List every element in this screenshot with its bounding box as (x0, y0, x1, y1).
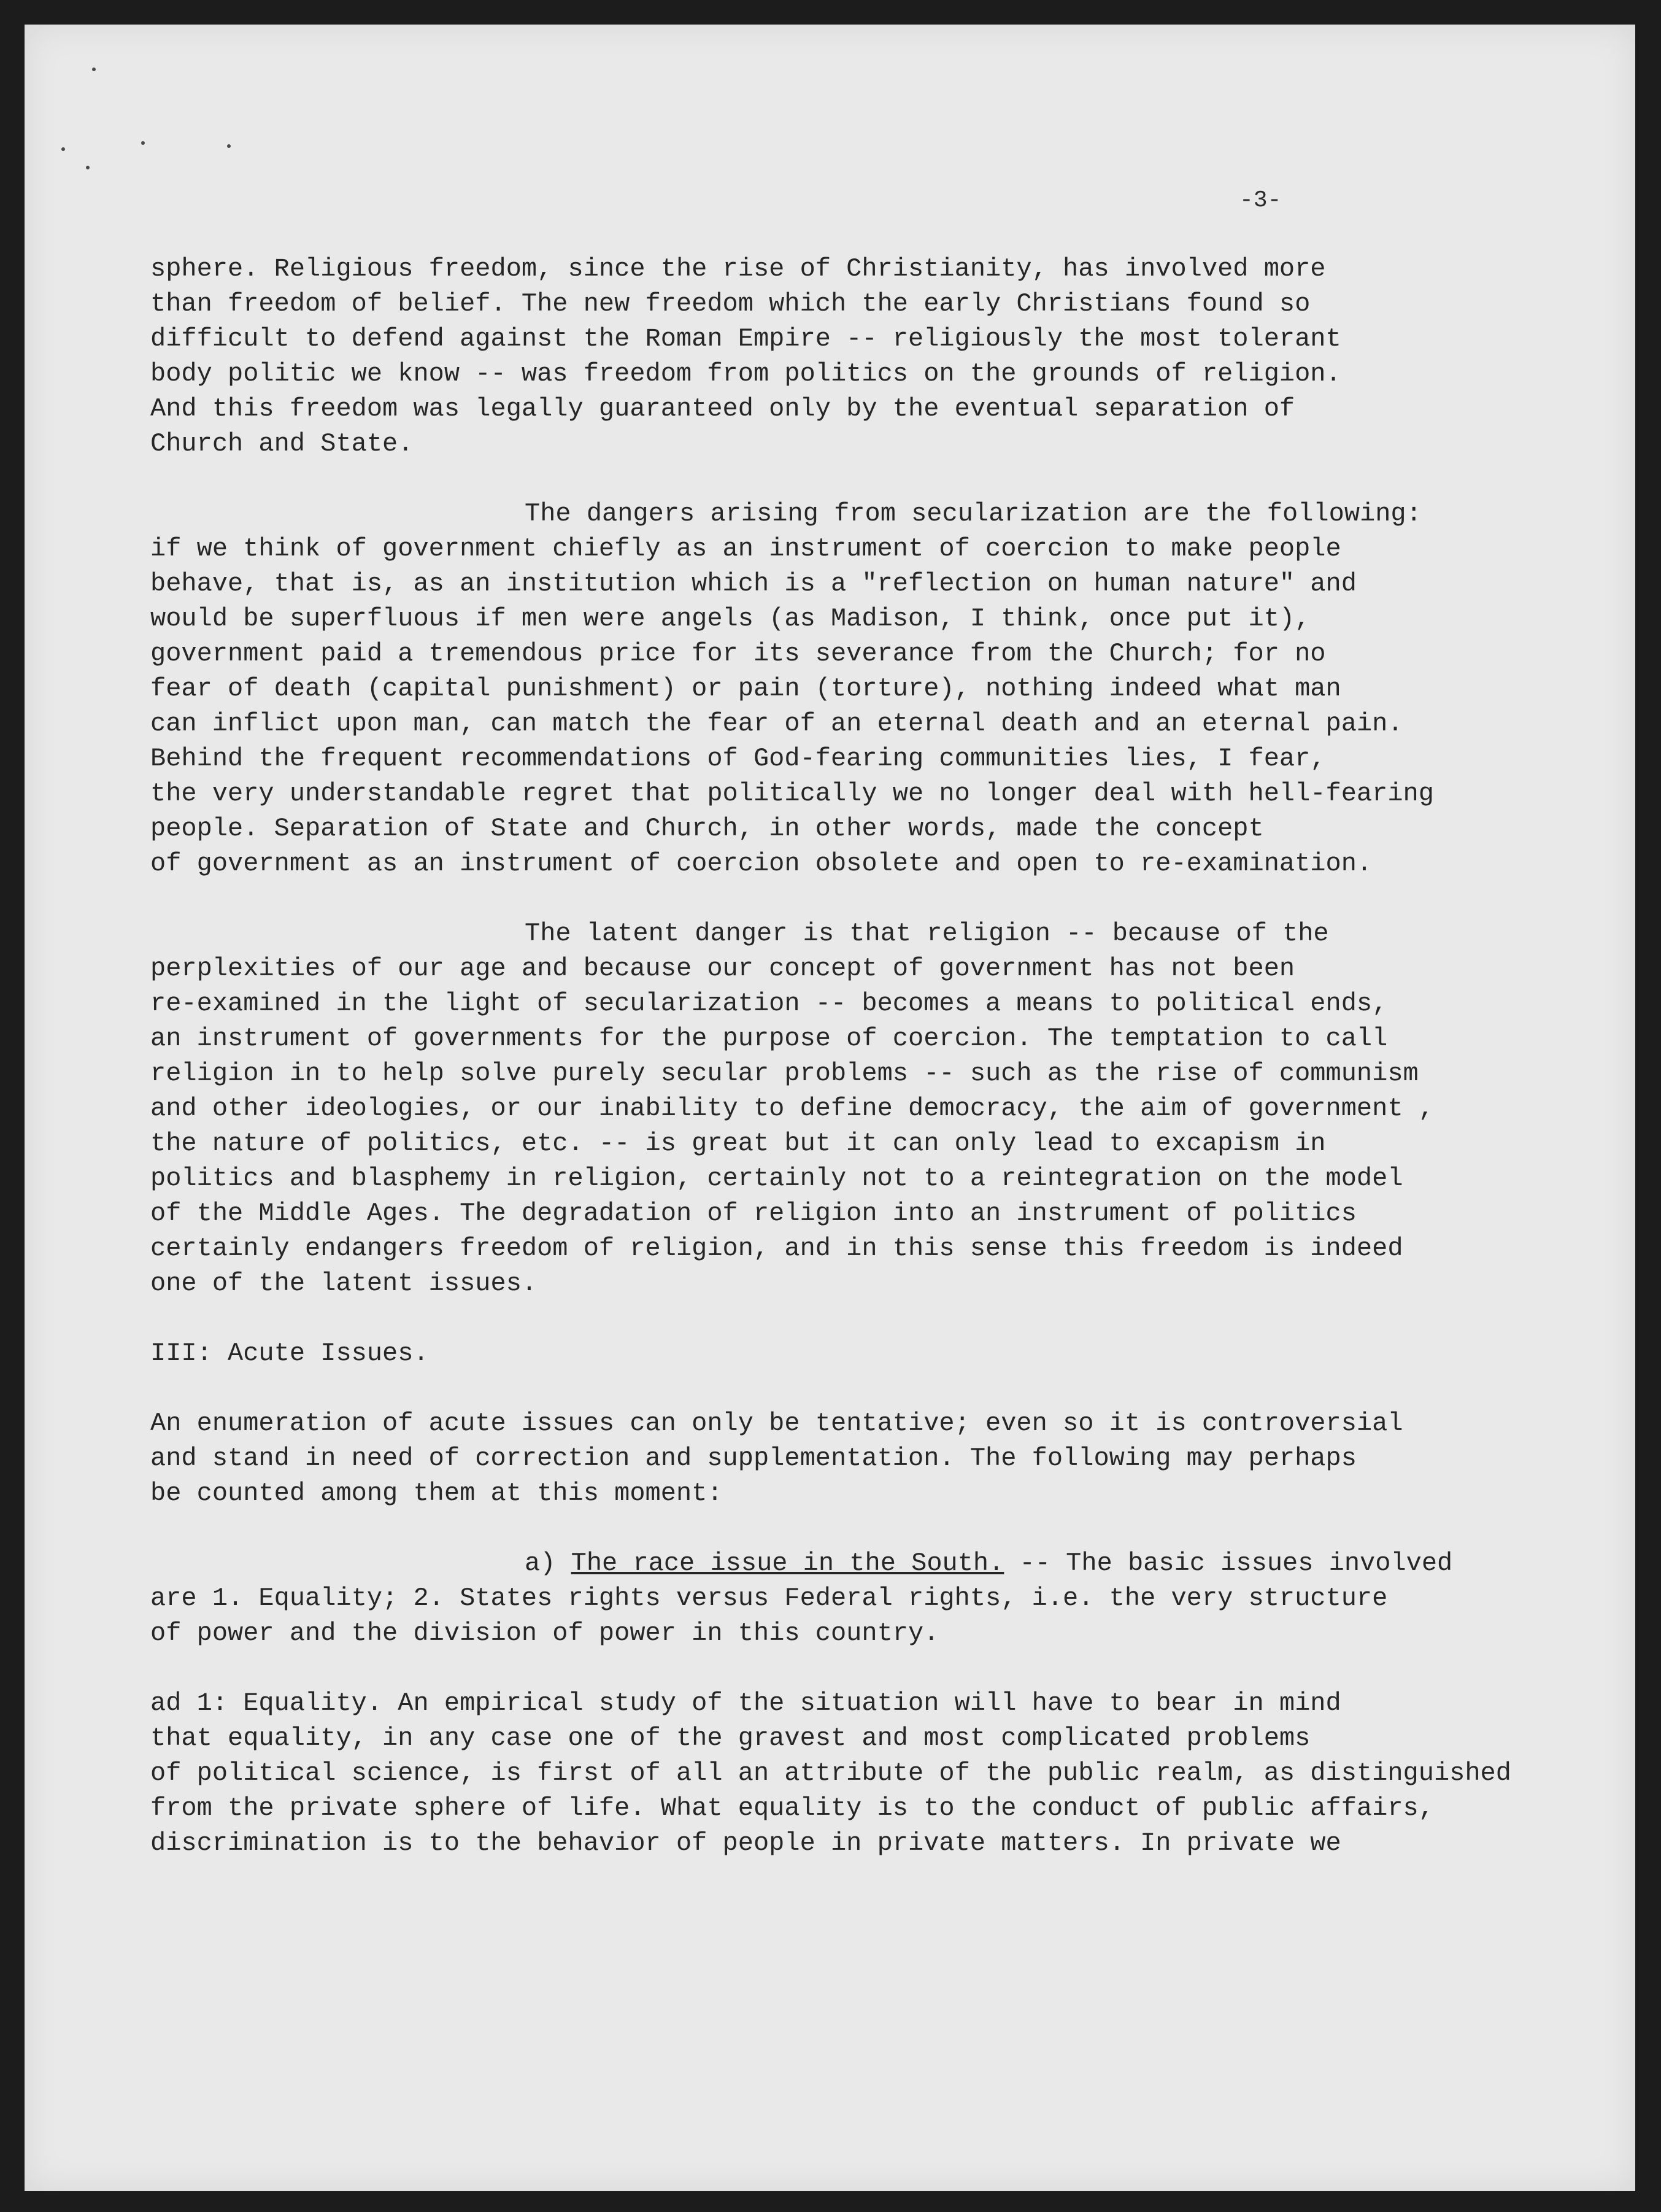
text-line: behave, that is, as an institution which is a "reflection on human nature" and (150, 569, 1357, 598)
text-line: be counted among them at this moment: (150, 1479, 723, 1508)
text-line: certainly endangers freedom of religion, and in this sense this freedom is indeed (150, 1234, 1403, 1263)
text-line: would be superfluous if men were angels (as Madison, I think, once put it), (150, 604, 1311, 633)
text-line: and stand in need of correction and supplementation. The following may perhaps (150, 1444, 1357, 1473)
document-body (150, 252, 1562, 1861)
paragraph-religious-freedom (150, 252, 1562, 462)
page-number: -3- (1239, 187, 1282, 214)
text-line: of government as an instrument of coercion obsolete and open to re-examination. (150, 849, 1373, 878)
text-line: politics and blasphemy in religion, certainly not to a reintegration on the model (150, 1164, 1403, 1193)
list-marker: a) (525, 1549, 571, 1578)
text-line: body politic we know -- was freedom from politics on the grounds of religion. (150, 359, 1341, 389)
text-line: Church and State. (150, 429, 414, 458)
speck (141, 141, 145, 145)
speck (86, 166, 90, 169)
text-line: Behind the frequent recommendations of God-fearing communities lies, I fear, (150, 744, 1326, 773)
text-line: that equality, in any case one of the gravest and most complicated problems (150, 1723, 1311, 1753)
text-line: an instrument of governments for the purpose of coercion. The temptation to call (150, 1024, 1388, 1053)
text-line: The dangers arising from secularization are the following: (525, 499, 1422, 528)
text-line: fear of death (capital punishment) or pain (torture), nothing indeed what man (150, 674, 1341, 703)
text-line: can inflict upon man, can match the fear of an eternal death and an eternal pain. (150, 709, 1403, 738)
speck (227, 144, 231, 148)
text-line: difficult to defend against the Roman Empire -- religiously the most tolerant (150, 324, 1341, 354)
text-line: from the private sphere of life. What equality is to the conduct of public affairs, (150, 1793, 1434, 1823)
paragraph-enumeration (150, 1406, 1562, 1511)
text-line: people. Separation of State and Church, in other words, made the concept (150, 814, 1264, 843)
text-line: re-examined in the light of secularization -- becomes a means to political ends, (150, 989, 1388, 1018)
text-line: perplexities of our age and because our concept of government has not been (150, 954, 1295, 983)
text-line: And this freedom was legally guaranteed only by the eventual separation of (150, 394, 1295, 423)
text-line: are 1. Equality; 2. States rights versus Federal rights, i.e. the very structure (150, 1584, 1388, 1613)
text-line: one of the latent issues. (150, 1269, 538, 1298)
text-line: the nature of politics, etc. -- is great but it can only lead to excapism in (150, 1129, 1326, 1158)
race-issue-heading-line (150, 1546, 1562, 1581)
text-line: The latent danger is that religion -- because of the (525, 919, 1329, 948)
text-line: government paid a tremendous price for its severance from the Church; for no (150, 639, 1326, 668)
race-issue-title: The race issue in the South. (571, 1549, 1004, 1578)
speck (61, 147, 65, 151)
text-line: sphere. Religious freedom, since the rise of Christianity, has involved more (150, 254, 1326, 284)
text-line: religion in to help solve purely secular problems -- such as the rise of communism (150, 1059, 1419, 1088)
section-heading-acute-issues (150, 1336, 1562, 1371)
text-line: discrimination is to the behavior of people in private matters. In private we (150, 1828, 1341, 1858)
race-issue-rest: -- The basic issues involved (1004, 1549, 1453, 1578)
paragraph-latent-danger (150, 916, 1562, 1301)
speck (92, 68, 96, 71)
typed-page (25, 25, 1635, 2191)
paragraph-equality (150, 1686, 1562, 1861)
paragraph-race-issue (150, 1546, 1562, 1651)
text-line: of the Middle Ages. The degradation of religion into an instrument of politics (150, 1199, 1357, 1228)
text-line: ad 1: Equality. An empirical study of the situation will have to bear in mind (150, 1688, 1341, 1718)
text-line: of power and the division of power in this country. (150, 1618, 939, 1648)
paragraph-dangers-secularization (150, 497, 1562, 881)
text-line: and other ideologies, or our inability to define democracy, the aim of government , (150, 1094, 1434, 1123)
text-line: of political science, is first of all an attribute of the public realm, as distinguished (150, 1758, 1511, 1788)
text-line: if we think of government chiefly as an instrument of coercion to make people (150, 534, 1341, 563)
text-line: than freedom of belief. The new freedom which the early Christians found so (150, 289, 1311, 319)
section-heading: III: Acute Issues. (150, 1339, 429, 1368)
text-line: An enumeration of acute issues can only be tentative; even so it is controversial (150, 1409, 1403, 1438)
text-line: the very understandable regret that politically we no longer deal with hell-fearing (150, 779, 1434, 808)
